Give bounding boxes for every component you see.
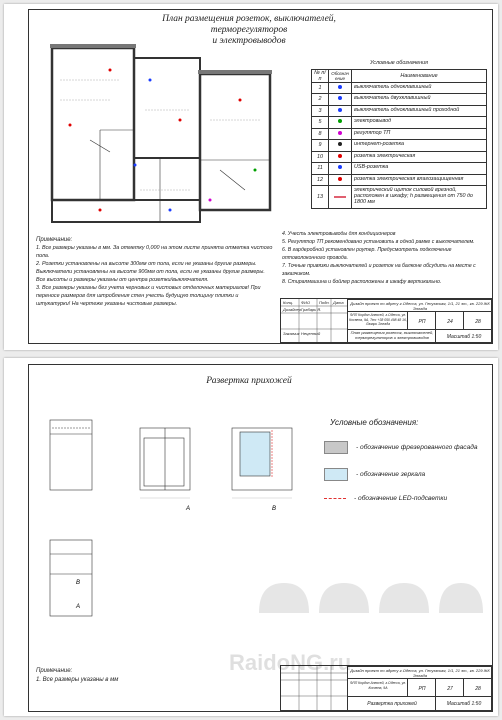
- note: 3. Все размеры указаны без учета черновых и чистовых отделочных материалов! При переносе размеров для штробления стен учесть будущую толщину плитки и штукатурки! На чертеже указаны чистовые размеры.: [36, 285, 261, 307]
- legend-col-name: Наименование: [352, 69, 487, 82]
- stamp-stage: РП: [407, 678, 436, 697]
- legend-num: 9: [312, 140, 329, 152]
- legend-heading: Условные обозначения: [369, 60, 428, 67]
- stamp-role: Заказчик: [283, 331, 300, 336]
- note: 6. В гардеробной установлен роутер. Предусмотреть подключение оптоволоконного провода.: [282, 247, 452, 261]
- notes-title: Примечание:: [36, 237, 73, 243]
- drawing-sheet-1: [4, 4, 498, 350]
- legend-name: розетка электрическая влагозащищенная: [352, 174, 487, 186]
- legend-name: выключатель одноклавишный проходной: [352, 105, 487, 117]
- legend-col-symbol: Обозначение: [329, 69, 352, 82]
- stamp-role: ФИО: [301, 300, 311, 305]
- socket-icon: [338, 154, 342, 158]
- electrical-panel-icon: [334, 196, 346, 198]
- legend-symbol: [329, 117, 352, 129]
- legend-label: - обозначение фрезерованного фасада: [356, 444, 478, 451]
- stamp-company: ФЛП Кордон Алексей, г.Одесса, ул. Косвена, 9А, Тел: +38 050 498 48 16, Лазарь Элладa: [347, 311, 408, 330]
- stamp-role: Дизайнер: [283, 307, 301, 312]
- hatch-swatch-icon: [324, 441, 348, 454]
- helmet-watermark-icon: [249, 563, 489, 633]
- legend-name: регулятор ТП: [352, 128, 487, 140]
- legend-num: 11: [312, 163, 329, 175]
- stamp-project: Дизайн проект по адресу г.Одесса, ул. Генуэзская, 1/1, 21 эт., кв. 229 ЖК Элладa: [347, 299, 492, 312]
- legend-num: 2: [312, 94, 329, 106]
- legend-name: розетка электрическая: [352, 151, 487, 163]
- legend-symbol: [329, 140, 352, 152]
- legend-label: - обозначение LED-подсветки: [354, 495, 448, 502]
- switch-single-icon: [338, 85, 342, 89]
- legend-heading: Условные обозначения:: [330, 418, 419, 427]
- legend-symbol: [329, 151, 352, 163]
- note: 2. Розетки установлены на высоте 300мм от пола, если не указаны другие размеры. Выключатели установлены на высоте 900мм от пола, если не указаны другие размеры. Все высоты и размеры указаны от центра розетки/выключателя.: [36, 261, 265, 283]
- legend-row: [312, 105, 487, 117]
- legend-name: выключатель двухклавишный: [352, 94, 487, 106]
- stamp-role: Грабарь Я.: [301, 307, 322, 312]
- legend-item: [324, 495, 484, 502]
- legend-row: [312, 117, 487, 129]
- note: 7. Точные привязки выключателей и розеток на балконе обсудить на месте с заказчиком.: [282, 263, 476, 277]
- view-label: В: [76, 580, 81, 586]
- title-line: и электровыводов: [212, 36, 286, 46]
- legend-num: 12: [312, 174, 329, 186]
- legend-num: 10: [312, 151, 329, 163]
- stamp-sheet-name: Развертка прихожей: [347, 696, 436, 711]
- legend-row: [312, 186, 487, 209]
- legend-row: [312, 140, 487, 152]
- waterproof-socket-icon: [338, 177, 342, 181]
- legend-num: 3: [312, 105, 329, 117]
- title-line: План размещения розеток, выключателей,: [162, 14, 336, 24]
- stamp-sheets: 28: [463, 678, 492, 697]
- stamp-sheet: 27: [435, 678, 464, 697]
- stamp-role: Дата: [333, 300, 344, 305]
- stamp-role: Подп.: [319, 300, 330, 305]
- legend-row: [312, 94, 487, 106]
- title-block: [280, 298, 492, 343]
- legend-name: интернет-розетка: [352, 140, 487, 152]
- legend-symbol: [329, 186, 352, 209]
- legend-item: [324, 468, 484, 481]
- stamp-sheet: 24: [435, 311, 464, 330]
- view-label: В: [272, 506, 277, 512]
- legend-symbol: [329, 105, 352, 117]
- usb-socket-icon: [338, 165, 342, 169]
- legend-symbol: [329, 94, 352, 106]
- legend-row: [312, 174, 487, 186]
- power-outlet-wire-icon: [338, 119, 342, 123]
- legend-num: 1: [312, 82, 329, 94]
- note: 1. Все размеры указаны в мм. За отметку 0,000 на этом листе принята отметка чистого пола.: [36, 245, 273, 259]
- title-line: терморегуляторов: [210, 25, 288, 35]
- legend-row: [312, 128, 487, 140]
- stamp-role: Неценный: [301, 331, 321, 336]
- legend-2: [324, 418, 484, 502]
- notes-left: [36, 236, 274, 308]
- legend-row: [312, 82, 487, 94]
- legend-num: 5: [312, 117, 329, 129]
- legend-col-num: № п/п: [312, 69, 329, 82]
- legend-row: [312, 151, 487, 163]
- notes-title: Примечание:: [36, 668, 73, 674]
- note: 8. Стиралмашина и бойлер расположены в шкафу вертикально.: [282, 279, 442, 285]
- internet-socket-icon: [338, 142, 342, 146]
- stamp-role: Конц.: [283, 300, 294, 305]
- legend-name: выключатель одноклавишный: [352, 82, 487, 94]
- mirror-swatch-icon: [324, 468, 348, 481]
- stamp-scale: Масштаб 1:50: [435, 329, 492, 343]
- note: 4. Учесть электровыводы для кондиционеров: [282, 231, 396, 237]
- stamp-stage: РП: [407, 311, 436, 330]
- legend-num: 8: [312, 128, 329, 140]
- legend-name: электровывод: [352, 117, 487, 129]
- view-label: А: [186, 506, 191, 512]
- legend-symbol: [329, 82, 352, 94]
- switch-passthrough-icon: [338, 108, 342, 112]
- stamp-company: ФЛП Кордон Алексей, г.Одесса, ул. Косвена, 9А: [347, 678, 408, 697]
- legend-table: [311, 58, 487, 209]
- notes-right: [282, 230, 488, 286]
- notes: [36, 668, 118, 683]
- view-label: А: [76, 604, 81, 610]
- legend-num: 13: [312, 186, 329, 209]
- legend-name: электрический щиток силовой врезной, расположен в шкафу; h размещения от 750 до 1800 мм: [352, 186, 487, 209]
- note: 5. Регулятор ТП рекомендовано установить в одной рамке с выключателем.: [282, 239, 475, 245]
- legend-symbol: [329, 174, 352, 186]
- led-swatch-icon: [324, 498, 346, 499]
- note: 1. Все размеры указаны в мм: [36, 677, 119, 683]
- stamp-sheet-name: План размещения розеток, выключателей, терморегуляторов и электровыводов: [347, 329, 436, 343]
- legend-name: USB-розетка: [352, 163, 487, 175]
- drawing-sheet-2: [4, 358, 498, 716]
- stamp-project: Дизайн проект по адресу г.Одесса, ул. Генуэзская, 1/1, 21 эт., кв. 229 ЖК Элладa: [347, 666, 492, 679]
- legend-item: [324, 441, 484, 454]
- page-title: Развертка прихожей: [206, 376, 292, 386]
- legend-row: [312, 163, 487, 175]
- legend-label: - обозначение зеркала: [356, 471, 426, 478]
- legend-symbol: [329, 128, 352, 140]
- switch-double-icon: [338, 96, 342, 100]
- stamp-scale: Масштаб 1:50: [435, 696, 492, 711]
- floor-plan: [40, 40, 280, 240]
- floor-heating-regulator-icon: [338, 131, 342, 135]
- site-watermark: RaidoNG.ru: [229, 650, 352, 675]
- stamp-sheets: 28: [463, 311, 492, 330]
- legend-symbol: [329, 163, 352, 175]
